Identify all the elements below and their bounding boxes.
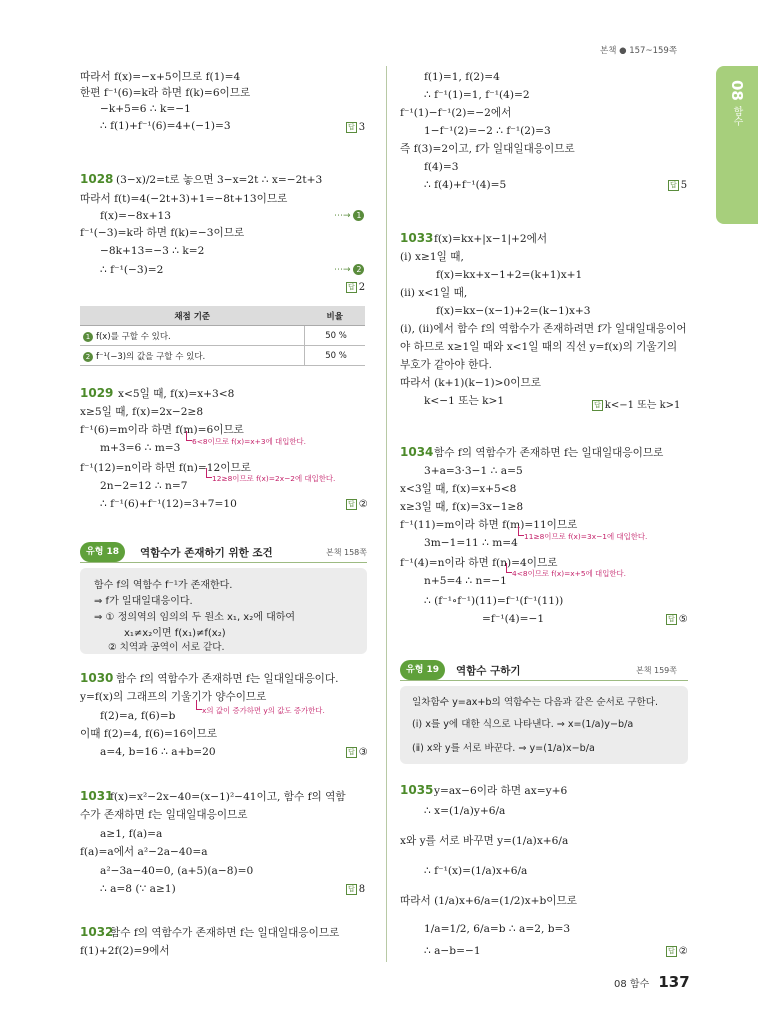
solution-line: f(x)=−8x+13 [100, 210, 171, 222]
solution-line: 야 하므로 x≥1일 때와 x<1일 때의 직선 y=f(x)의 기울기의 [400, 341, 678, 353]
margin-note: 12≥8이므로 f(x)=2x−2에 대입한다. [212, 474, 336, 483]
arrow-icon: ⋯→ [334, 211, 354, 221]
page-reference: 본책 ● 157~159쪽 [600, 46, 678, 56]
summary-line: x₁≠x₂이면 f(x₁)≠f(x₂) [124, 628, 226, 639]
margin-note: 6<8이므로 f(x)=x+3에 대입한다. [192, 437, 306, 446]
solution-line: n+5=4 ∴ n=−1 [424, 575, 507, 587]
answer [666, 946, 688, 957]
solution-line: y=f(x)의 그래프의 기울기가 양수이므로 [80, 691, 267, 703]
grading-row [80, 346, 365, 366]
solution-line: 따라서 f(t)=4(−2t+3)+1=−8t+13이므로 [80, 193, 288, 205]
answer-value: k<−1 또는 k>1 [604, 400, 681, 411]
solution-line: f(x)=kx−(x−1)+2=(k−1)x+3 [436, 305, 591, 317]
problem-number: 1034 [400, 445, 434, 459]
solution-line: a≥1, f(a)=a [100, 828, 163, 840]
type-ref: 본책 158쪽 [326, 548, 367, 557]
solution-line: 함수 f의 역함수가 존재하면 f는 일대일대응이므로 [110, 927, 340, 939]
summary-line: (ⅰ) x를 y에 대한 식으로 나타낸다. ⇒ x=(1/a)y−b/a [412, 719, 634, 730]
step-marker-icon: 2 [83, 352, 93, 362]
grading-criterion: f(x)를 구할 수 있다. [96, 331, 171, 342]
answer-label-icon: 답 [594, 401, 601, 409]
solution-line: −8k+13=−3 ∴ k=2 [100, 245, 205, 257]
chapter-label: 함수 [731, 106, 742, 126]
solution-line: 수가 존재하면 f는 일대일대응이므로 [80, 809, 248, 821]
grading-rate: 50 % [305, 346, 366, 366]
problem-number: 1031 [80, 789, 114, 803]
type-badge: 유형 18 [80, 542, 125, 562]
solution-line: a=4, b=16 ∴ a+b=20 [100, 746, 216, 758]
solution-line: y=ax−6이라 하면 ax=y+6 [434, 785, 568, 797]
answer [346, 747, 368, 758]
grading-row [80, 326, 365, 346]
solution-line: 3m−1=11 ∴ m=4 [424, 537, 518, 549]
solution-line: f(x)=kx+x−1+2=(k+1)x+1 [436, 269, 583, 281]
answer-value: ② [678, 946, 688, 957]
page-footer [614, 972, 690, 991]
solution-line: (ⅰ) x≥1일 때, [400, 251, 464, 263]
solution-line: x와 y를 서로 바꾸면 y=(1/a)x+6/a [400, 835, 569, 847]
solution-line: 즉 f(3)=2이고, f가 일대일대응이므로 [400, 143, 575, 155]
type-ref: 본책 159쪽 [636, 666, 677, 675]
problem-number: 1032 [80, 925, 114, 939]
solution-line: 3+a=3·3−1 ∴ a=5 [424, 465, 523, 477]
answer [668, 180, 687, 191]
answer-value: 3 [358, 122, 366, 133]
type-title: 역함수가 존재하기 위한 조건 [140, 547, 273, 559]
solution-line: x<5일 때, f(x)=x+3<8 [118, 388, 235, 400]
solution-line: ∴ f⁻¹(−3)=2 [100, 264, 164, 276]
solution-line: ∴ f⁻¹(1)=1, f⁻¹(4)=2 [424, 89, 530, 101]
answer-label-icon: 답 [348, 123, 355, 131]
page-number: 137 [658, 973, 690, 991]
answer [592, 396, 680, 411]
type-badge: 유형 19 [400, 660, 445, 680]
column-divider [386, 66, 387, 962]
problem-number: 1028 [80, 172, 114, 186]
solution-line: 따라서 (k+1)(k−1)>0이므로 [400, 377, 541, 389]
type-title: 역함수 구하기 [456, 665, 521, 677]
step-marker-icon: 1 [83, 332, 93, 342]
answer-value: 8 [358, 884, 366, 895]
type-18-summary-box [80, 568, 367, 654]
solution-line: x≥3일 때, f(x)=3x−1≥8 [400, 501, 524, 513]
solution-line: (3−x)/2=t로 놓으면 3−x=2t ∴ x=−2t+3 [116, 174, 323, 186]
solution-line: ∴ f(1)+f⁻¹(6)=4+(−1)=3 [100, 120, 231, 132]
solution-line: ∴ a=8 (∵ a≥1) [100, 883, 176, 895]
summary-line: ⇒ f가 일대일대응이다. [94, 596, 193, 607]
chapter-number: 08 [728, 80, 746, 101]
answer-value: ③ [358, 747, 368, 758]
solution-line: ∴ (f⁻¹∘f⁻¹)(11)=f⁻¹(f⁻¹(11)) [424, 595, 564, 607]
step-marker-icon: 2 [353, 264, 364, 275]
answer [666, 614, 688, 625]
solution-line: f(x)=x²−2x−40=(x−1)²−41이고, 함수 f의 역함 [110, 791, 346, 803]
answer-label-icon: 답 [348, 885, 355, 893]
solution-line: f(x)=kx+|x−1|+2에서 [434, 233, 548, 245]
solution-line: 따라서 f(x)=−x+5이므로 f(1)=4 [80, 71, 241, 83]
solution-line: f⁻¹(−3)=k라 하면 f(k)=−3이므로 [80, 227, 245, 239]
answer [346, 884, 365, 895]
solution-line: 부호가 같아야 한다. [400, 359, 492, 371]
step-arrow-marker [334, 264, 364, 275]
answer-label-icon: 답 [668, 947, 675, 955]
margin-note: 11≥8이므로 f(x)=3x−1에 대입한다. [524, 532, 648, 541]
answer-label-icon: 답 [668, 615, 675, 623]
solution-line: m+3=6 ∴ m=3 [100, 442, 181, 454]
answer-label-icon: 답 [670, 181, 677, 189]
solution-line: f(a)=a에서 a²−2a−40=a [80, 846, 208, 858]
answer-value: ② [358, 499, 368, 510]
solution-line: f(4)=3 [424, 161, 459, 173]
grading-header-criteria: 채점 기준 [80, 306, 305, 326]
solution-line: 1−f⁻¹(2)=−2 ∴ f⁻¹(2)=3 [424, 125, 551, 137]
solution-line: 2n−2=12 ∴ n=7 [100, 480, 188, 492]
solution-line: k<−1 또는 k>1 [424, 395, 505, 407]
margin-note: x의 값이 증가하면 y의 값도 증가한다. [202, 706, 325, 715]
solution-line: ∴ a−b=−1 [424, 945, 481, 957]
solution-line: ∴ x=(1/a)y+6/a [424, 805, 506, 817]
answer-value: 5 [680, 180, 688, 191]
summary-line: (ⅱ) x와 y를 서로 바꾼다. ⇒ y=(1/a)x−b/a [412, 743, 595, 754]
type-18-header [80, 542, 367, 562]
type-19-summary-box [400, 686, 688, 764]
solution-line: 따라서 (1/a)x+6/a=(1/2)x+b이므로 [400, 895, 577, 907]
solution-line: f⁻¹(12)=n이라 하면 f(n)=12이므로 [80, 462, 251, 474]
step-arrow-marker [334, 210, 364, 221]
answer [346, 499, 368, 510]
type-rule [80, 562, 367, 563]
answer [346, 282, 365, 293]
summary-line: 함수 f의 역함수 f⁻¹가 존재한다. [94, 580, 233, 591]
solution-line: =f⁻¹(4)=−1 [482, 613, 545, 625]
arrow-icon: ⋯→ [334, 265, 354, 275]
summary-line: ② 치역과 공역이 서로 같다. [108, 642, 225, 653]
solution-line: x≥5일 때, f(x)=2x−2≥8 [80, 406, 204, 418]
solution-line: f(2)=a, f(6)=b [100, 710, 176, 722]
answer [346, 122, 365, 133]
solution-line: 1/a=1/2, 6/a=b ∴ a=2, b=3 [424, 923, 571, 935]
solution-line: (ⅱ) x<1일 때, [400, 287, 468, 299]
solution-line: −k+5=6 ∴ k=−1 [100, 103, 191, 115]
answer-label-icon: 답 [348, 283, 355, 291]
solution-line: ∴ f⁻¹(x)=(1/a)x+6/a [424, 865, 528, 877]
solution-line: (ⅰ), (ⅱ)에서 함수 f의 역함수가 존재하려면 f가 일대일대응이어 [400, 323, 687, 335]
grading-header-rate: 비율 [305, 306, 366, 326]
summary-line: 일차함수 y=ax+b의 역함수는 다음과 같은 순서로 구한다. [412, 697, 659, 708]
summary-line: ⇒ ① 정의역의 임의의 두 원소 x₁, x₂에 대하여 [94, 612, 296, 623]
grading-table [80, 306, 365, 366]
grading-rate: 50 % [305, 326, 366, 346]
solution-line: f⁻¹(11)=m이라 하면 f(m)=11이므로 [400, 519, 578, 531]
answer-label-icon: 답 [348, 500, 355, 508]
step-marker-icon: 1 [353, 210, 364, 221]
solution-line: 한편 f⁻¹(6)=k라 하면 f(k)=6이므로 [80, 87, 251, 99]
margin-note: 4<8이므로 f(x)=x+5에 대입한다. [512, 569, 626, 578]
answer-label-icon: 답 [348, 748, 355, 756]
solution-line: a²−3a−40=0, (a+5)(a−8)=0 [100, 865, 254, 877]
problem-number: 1035 [400, 783, 434, 797]
solution-line: f⁻¹(4)=n이라 하면 f(n)=4이므로 [400, 557, 558, 569]
solution-line: 함수 f의 역함수가 존재하면 f는 일대일대응이다. [116, 673, 339, 685]
solution-line: ∴ f⁻¹(6)+f⁻¹(12)=3+7=10 [100, 498, 237, 510]
chapter-tab[interactable] [716, 66, 758, 224]
type-rule [400, 680, 688, 681]
solution-line: x<3일 때, f(x)=x+5<8 [400, 483, 517, 495]
problem-number: 1029 [80, 386, 114, 400]
solution-line: ∴ f(4)+f⁻¹(4)=5 [424, 179, 507, 191]
solution-line: 이때 f(2)=4, f(6)=16이므로 [80, 728, 218, 740]
grading-criterion: f⁻¹(−3)의 값을 구할 수 있다. [96, 351, 206, 362]
solution-line: f⁻¹(6)=m이라 하면 f(m)=6이므로 [80, 424, 244, 436]
solution-line: f(1)+2f(2)=9에서 [80, 945, 170, 957]
solution-line: f(1)=1, f(2)=4 [424, 71, 500, 83]
problem-number: 1033 [400, 231, 434, 245]
answer-value: ⑤ [678, 614, 688, 625]
solution-line: 함수 f의 역함수가 존재하면 f는 일대일대응이므로 [434, 447, 664, 459]
problem-number: 1030 [80, 671, 114, 685]
answer-value: 2 [358, 282, 366, 293]
footer-chapter: 08 함수 [614, 979, 650, 990]
type-19-header [400, 660, 688, 680]
solution-line: f⁻¹(1)−f⁻¹(2)=−2에서 [400, 107, 512, 119]
